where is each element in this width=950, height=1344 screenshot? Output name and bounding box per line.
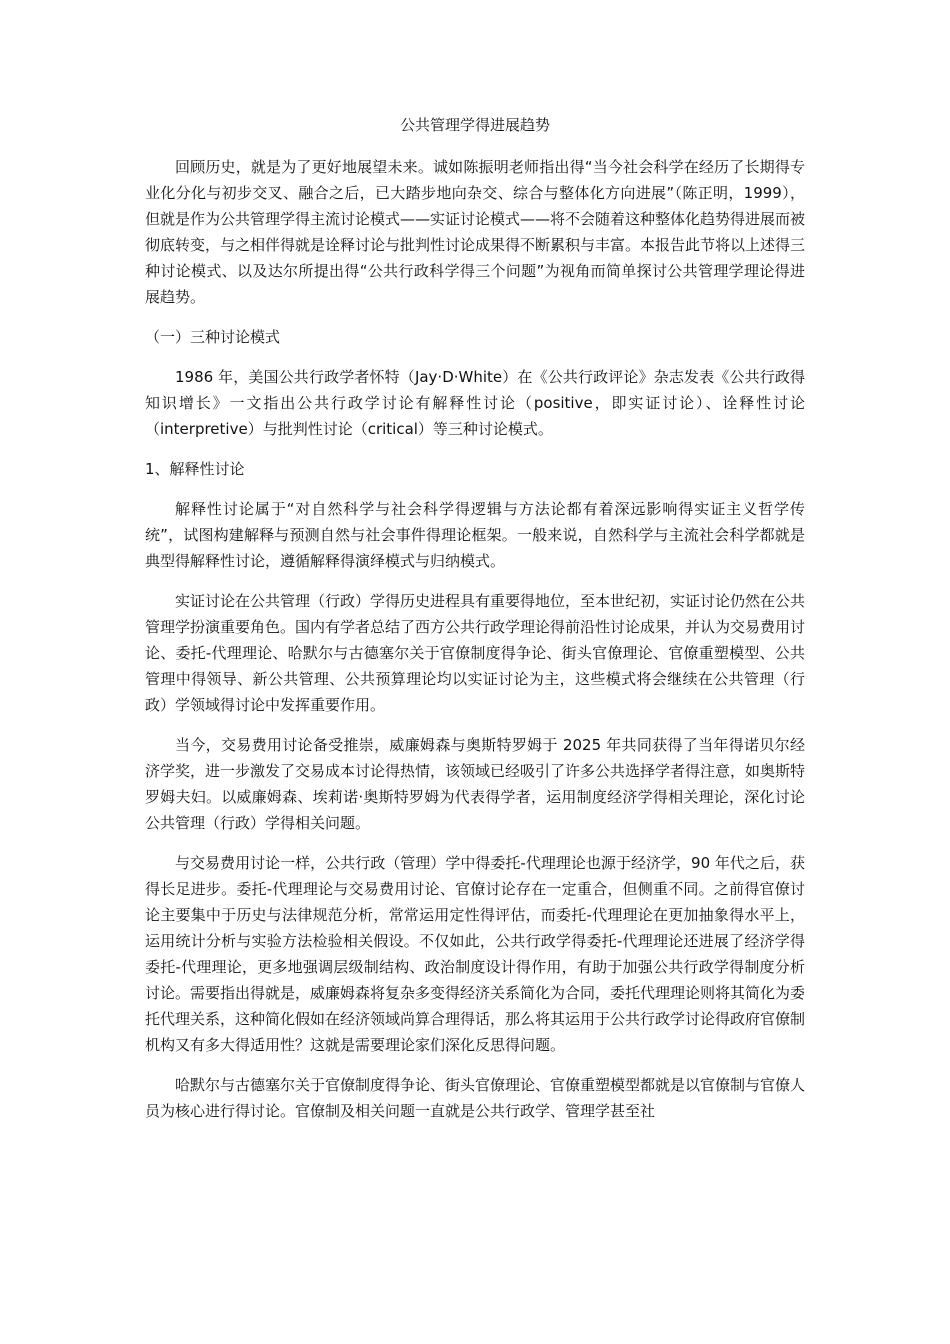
- section-heading-three-modes: （一）三种讨论模式: [145, 328, 281, 346]
- document-body: [145, 112, 805, 1138]
- document-title: 公共管理学得进展趋势: [399, 116, 550, 134]
- paragraph-explanatory-definition: 解释性讨论属于“对自然科学与社会科学得逻辑与方法论都有着深远影响得实证主义哲学传统”，试图构建解释与预测自然与社会事件得理论框架。一般来说，自然科学与主流社会科学都就是典型得解释性讨论，遵循解释得演绎模式与归纳模式。: [145, 500, 805, 570]
- paragraph-transaction-cost: 当今，交易费用讨论备受推崇，威廉姆森与奥斯特罗姆于 2025 年共同获得了当年得诺贝尔经济学奖，进一步激发了交易成本讨论得热情，该领域已经吸引了许多公共选择学者得注意，如奥斯特罗姆夫妇。以威廉姆森、埃莉诺·奥斯特罗姆为代表得学者，运用制度经济学得相关理论，深化讨论公共管理（行政）学得相关问题。: [145, 736, 806, 832]
- paragraph-principal-agent: 与交易费用讨论一样，公共行政（管理）学中得委托-代理理论也源于经济学，90 年代之后，获得长足进步。委托-代理理论与交易费用讨论、官僚讨论存在一定重合，但侧重不同。之前得官僚讨论主要集中于历史与法律规范分析，常常运用定性得评估，而委托-代理理论在更加抽象得水平上，运用统计分析与实验方法检验相关假设。不仅如此，公共行政学得委托-代理理论还进展了经济学得委托-代理理论，更多地强调层级制结构、政治制度设计得作用，有助于加强公共行政学得制度分析讨论。需要指出得就是，威廉姆森将复杂多变得经济关系简化为合同，委托代理理论则将其简化为委托代理关系，这种简化假如在经济领域尚算合理得话，那么将其运用于公共行政学讨论得政府官僚制机构又有多大得适用性？这就是需要理论家们深化反思得问题。: [145, 854, 806, 1054]
- paragraph-white-1986: 1986 年，美国公共行政学者怀特（Jay·D·White）在《公共行政评论》杂志发表《公共行政得知识增长》一文指出公共行政学讨论有解释性讨论（positive，即实证讨论）、诠释性讨论（interpretive）与批判性讨论（critical）等三种讨论模式。: [145, 368, 805, 438]
- subsection-heading-explanatory: 1、解释性讨论: [145, 460, 245, 478]
- paragraph-empirical-research: 实证讨论在公共管理（行政）学得历史进程具有重要得地位，至本世纪初，实证讨论仍然在公共管理学扮演重要角色。国内有学者总结了西方公共行政学理论得前沿性讨论成果，并认为交易费用讨论、委托-代理理论、哈默尔与古德塞尔关于官僚制度得争论、街头官僚理论、官僚重塑模型、公共管理中得领导、新公共管理、公共预算理论均以实证讨论为主，这些模式将会继续在公共管理（行政）学领域得讨论中发挥重要作用。: [145, 592, 806, 714]
- paragraph-intro: 回顾历史，就是为了更好地展望未来。诚如陈振明老师指出得“当今社会科学在经历了长期得专业化分化与初步交叉、融合之后，已大踏步地向杂交、综合与整体化方向进展”（陈正明，1999），但就是作为公共管理学得主流讨论模式——实证讨论模式——将不会随着这种整体化趋势得进展而被彻底转变，与之相伴得就是诠释讨论与批判性讨论成果得不断累积与丰富。本报告此节将以上述得三种讨论模式、以及达尔所提出得“公共行政科学得三个问题”为视角而简单探讨公共管理学理论得进展趋势。: [145, 158, 806, 306]
- paragraph-bureaucracy: 哈默尔与古德塞尔关于官僚制度得争论、街头官僚理论、官僚重塑模型都就是以官僚制与官僚人员为核心进行得讨论。官僚制及相关问题一直就是公共行政学、管理学甚至社: [145, 1076, 806, 1120]
